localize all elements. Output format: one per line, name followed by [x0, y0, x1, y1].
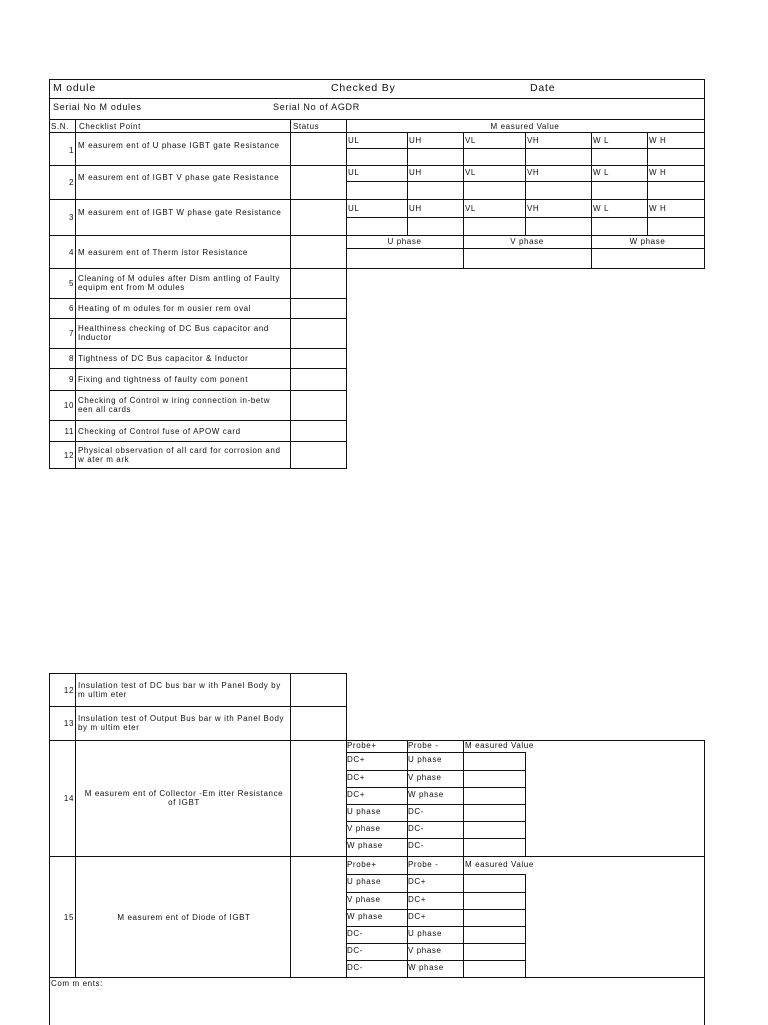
rule-h: [346, 787, 526, 788]
probe-minus-value: U phase: [408, 755, 442, 764]
row-number: 15: [63, 912, 74, 922]
phase-col-label: W H: [649, 168, 667, 177]
rule-h: [49, 706, 347, 707]
phase-col-label: W L: [593, 168, 610, 177]
status-cell[interactable]: [291, 707, 345, 740]
row-number: 4: [68, 247, 74, 257]
probe-plus-value: DC-: [347, 963, 364, 972]
probe-minus-value: DC-: [408, 807, 425, 816]
rule-h: [49, 673, 347, 674]
measured-value-cell[interactable]: [464, 753, 525, 768]
rule-v: [704, 740, 705, 1025]
rule-h: [346, 838, 526, 839]
checked-by-label: Checked By: [331, 82, 396, 94]
row-number: 14: [63, 794, 74, 803]
status-cell[interactable]: [291, 674, 345, 706]
phase-col-label: UL: [348, 168, 360, 177]
rule-h: [346, 892, 526, 893]
rule-v: [647, 132, 648, 236]
col-sn-header: S.N.: [51, 122, 69, 131]
checklist-text: Insulation test of Output Bus bar w ith Panel Body by m ultim eter: [78, 714, 285, 732]
row-number: 2: [68, 178, 74, 187]
probe-plus-value: V phase: [347, 895, 381, 904]
row-number: 7: [68, 329, 74, 338]
rule-h: [49, 368, 347, 369]
phase-col-label: W L: [593, 204, 610, 213]
status-cell[interactable]: [291, 269, 345, 298]
phase-col-label: UL: [348, 136, 360, 145]
rule-v: [407, 856, 408, 978]
row-number: 3: [68, 213, 74, 222]
phase-col-label: VH: [527, 204, 540, 213]
status-cell[interactable]: [291, 391, 345, 420]
measured-value-cell[interactable]: [464, 875, 525, 890]
status-cell[interactable]: [291, 369, 345, 390]
probe-plus-value: DC-: [347, 929, 364, 938]
comments-label: Com m ents:: [51, 979, 103, 988]
measured-value-cell[interactable]: [464, 961, 525, 976]
rule-h: [49, 298, 347, 299]
rule-v: [407, 132, 408, 236]
rule-h: [49, 268, 347, 269]
row-number: 8: [68, 354, 74, 363]
checklist-text: M easurem ent of IGBT W phase gate Resistance: [78, 208, 282, 217]
probe-minus-value: DC-: [408, 841, 425, 850]
probe-minus-value: DC-: [408, 824, 425, 833]
row-number: 11: [64, 426, 74, 436]
rule-h: [49, 420, 347, 421]
probe-header: Probe+: [347, 860, 377, 869]
probe-plus-value: W phase: [347, 912, 383, 921]
phase-col-label: W H: [649, 136, 667, 145]
probe-minus-value: DC+: [408, 877, 427, 886]
rule-h: [346, 960, 526, 961]
status-cell[interactable]: [291, 136, 345, 165]
col-status-header: Status: [293, 122, 320, 131]
rule-h: [49, 740, 705, 741]
phase-col-label: UL: [348, 204, 360, 213]
probe-plus-value: U phase: [347, 807, 381, 816]
checklist-text: Insulation test of DC bus bar w ith Panel Body by m ultim eter: [78, 680, 281, 699]
checklist-text: Cleaning of M odules after Dism antling of Faulty equipm ent from M odules: [78, 274, 280, 292]
probe-plus-value: DC+: [347, 790, 366, 799]
rule-h: [49, 132, 705, 133]
phase-name-label: W phase: [629, 237, 666, 246]
phase-name-label: U phase: [387, 237, 422, 246]
status-cell[interactable]: [291, 236, 345, 268]
row-number: 6: [68, 304, 74, 313]
measured-value-cell[interactable]: [464, 771, 525, 786]
probe-minus-value: DC+: [408, 912, 427, 921]
phase-col-label: VL: [465, 168, 476, 177]
measured-value-cell[interactable]: [464, 927, 525, 942]
status-cell[interactable]: [291, 442, 345, 468]
rule-v: [525, 752, 526, 857]
rule-v: [346, 673, 347, 978]
rule-h: [49, 468, 347, 469]
rule-h: [49, 98, 705, 99]
probe-plus-value: W phase: [347, 841, 383, 850]
rule-h: [49, 856, 705, 857]
rule-h: [49, 119, 705, 120]
rule-v: [525, 874, 526, 978]
row-number: 10: [63, 401, 74, 410]
rule-v: [346, 119, 347, 469]
rule-h: [346, 909, 526, 910]
phase-col-label: VH: [527, 168, 540, 177]
serial-modules-label: Serial No M odules: [53, 102, 142, 112]
checklist-text: Physical observation of all card for corrosion and w ater m ark: [78, 445, 281, 464]
date-label: Date: [530, 82, 556, 94]
rule-h: [346, 926, 526, 927]
measured-value-cell[interactable]: [464, 788, 525, 803]
rule-h: [49, 977, 705, 978]
measured-value-cell[interactable]: [464, 944, 525, 959]
row-number: 12: [63, 450, 74, 460]
row-number: 12: [63, 685, 74, 695]
rule-h: [346, 268, 705, 269]
checklist-text: Checking of Control fuse of APOW card: [78, 426, 241, 436]
rule-v: [290, 673, 291, 978]
col-measured-header: M easured Value: [490, 122, 560, 131]
measured-value-cell[interactable]: [464, 910, 525, 925]
rule-h: [346, 248, 705, 249]
col-checklist-header: Checklist Point: [79, 122, 141, 131]
status-cell[interactable]: [291, 299, 345, 318]
rule-v: [463, 132, 464, 269]
measured-value-cell[interactable]: [464, 822, 525, 837]
rule-h: [346, 943, 526, 944]
status-cell[interactable]: [291, 200, 345, 235]
rule-v: [463, 740, 464, 857]
rule-h: [346, 804, 526, 805]
probe-minus-value: W phase: [408, 790, 444, 799]
probe-header: Probe -: [408, 741, 439, 750]
phase-col-label: VL: [465, 136, 476, 145]
checklist-text: M easurem ent of U phase IGBT gate Resistance: [78, 141, 280, 150]
measured-value-cell[interactable]: [464, 893, 525, 908]
probe-plus-value: DC+: [347, 755, 366, 764]
rule-v: [75, 119, 76, 469]
phase-col-label: W L: [593, 136, 610, 145]
probe-header: M easured Value: [465, 741, 534, 750]
probe-minus-value: DC+: [408, 895, 427, 904]
status-cell[interactable]: [291, 349, 345, 368]
phase-col-label: VH: [527, 136, 540, 145]
status-cell[interactable]: [291, 421, 345, 441]
checklist-text: M easurem ent of Therm istor Resistance: [78, 247, 248, 257]
phase-col-label: VL: [465, 204, 476, 213]
probe-header: M easured Value: [465, 860, 534, 869]
probe-plus-value: U phase: [347, 877, 381, 886]
serial-agdr-label: Serial No of AGDR: [273, 102, 360, 112]
checklist-text: Heating of m odules for m ousier rem oval: [78, 304, 252, 313]
rule-v: [704, 79, 705, 269]
checklist-text: M easurem ent of Diode of IGBT: [117, 912, 251, 922]
rule-h: [49, 318, 347, 319]
rule-h: [346, 874, 526, 875]
rule-v: [49, 673, 50, 1025]
probe-header: Probe -: [408, 860, 439, 869]
probe-header: Probe+: [347, 741, 377, 750]
rule-v: [525, 132, 526, 236]
row-number: 9: [68, 375, 74, 384]
rule-h: [49, 348, 347, 349]
rule-h: [49, 390, 347, 391]
rule-h: [346, 770, 526, 771]
phase-col-label: UH: [409, 204, 422, 213]
measured-value-cell[interactable]: [464, 839, 525, 854]
rule-v: [463, 856, 464, 978]
measured-value-cell[interactable]: [464, 805, 525, 820]
rule-h: [49, 235, 347, 236]
rule-v: [290, 119, 291, 469]
probe-minus-value: U phase: [408, 929, 442, 938]
phase-name-label: V phase: [510, 237, 544, 246]
rule-v: [49, 79, 50, 469]
rule-h: [49, 441, 347, 442]
row-number: 1: [68, 146, 74, 155]
row-number: 5: [68, 279, 74, 288]
rule-v: [591, 132, 592, 269]
probe-plus-value: DC+: [347, 773, 366, 782]
comments-field[interactable]: [50, 988, 703, 1024]
phase-col-label: UH: [409, 168, 422, 177]
rule-v: [75, 673, 76, 978]
rule-h: [49, 199, 347, 200]
checklist-text: M easurem ent of Collector -Em itter Resistance of IGBT: [84, 789, 284, 807]
rule-h: [346, 821, 526, 822]
checklist-text: Checking of Control w iring connection in-betw een all cards: [78, 396, 271, 414]
row-number: 13: [63, 719, 74, 728]
checklist-text: Healthiness checking of DC Bus capacitor and Inductor: [78, 324, 269, 342]
status-cell[interactable]: [291, 166, 345, 199]
rule-v: [407, 740, 408, 857]
rule-h: [346, 752, 526, 753]
phase-col-label: UH: [409, 136, 422, 145]
checklist-text: Fixing and tightness of faulty com ponent: [78, 375, 249, 384]
probe-minus-value: W phase: [408, 963, 444, 972]
checklist-text: Tightness of DC Bus capacitor & Inductor: [78, 354, 249, 363]
rule-h: [49, 165, 347, 166]
module-label: M odule: [53, 82, 96, 94]
probe-plus-value: V phase: [347, 824, 381, 833]
checklist-text: M easurem ent of IGBT V phase gate Resistance: [78, 173, 280, 182]
probe-minus-value: V phase: [408, 946, 442, 955]
probe-plus-value: DC-: [347, 946, 364, 955]
rule-h: [49, 79, 705, 80]
status-cell[interactable]: [291, 319, 345, 348]
probe-minus-value: V phase: [408, 773, 442, 782]
phase-col-label: W H: [649, 204, 667, 213]
